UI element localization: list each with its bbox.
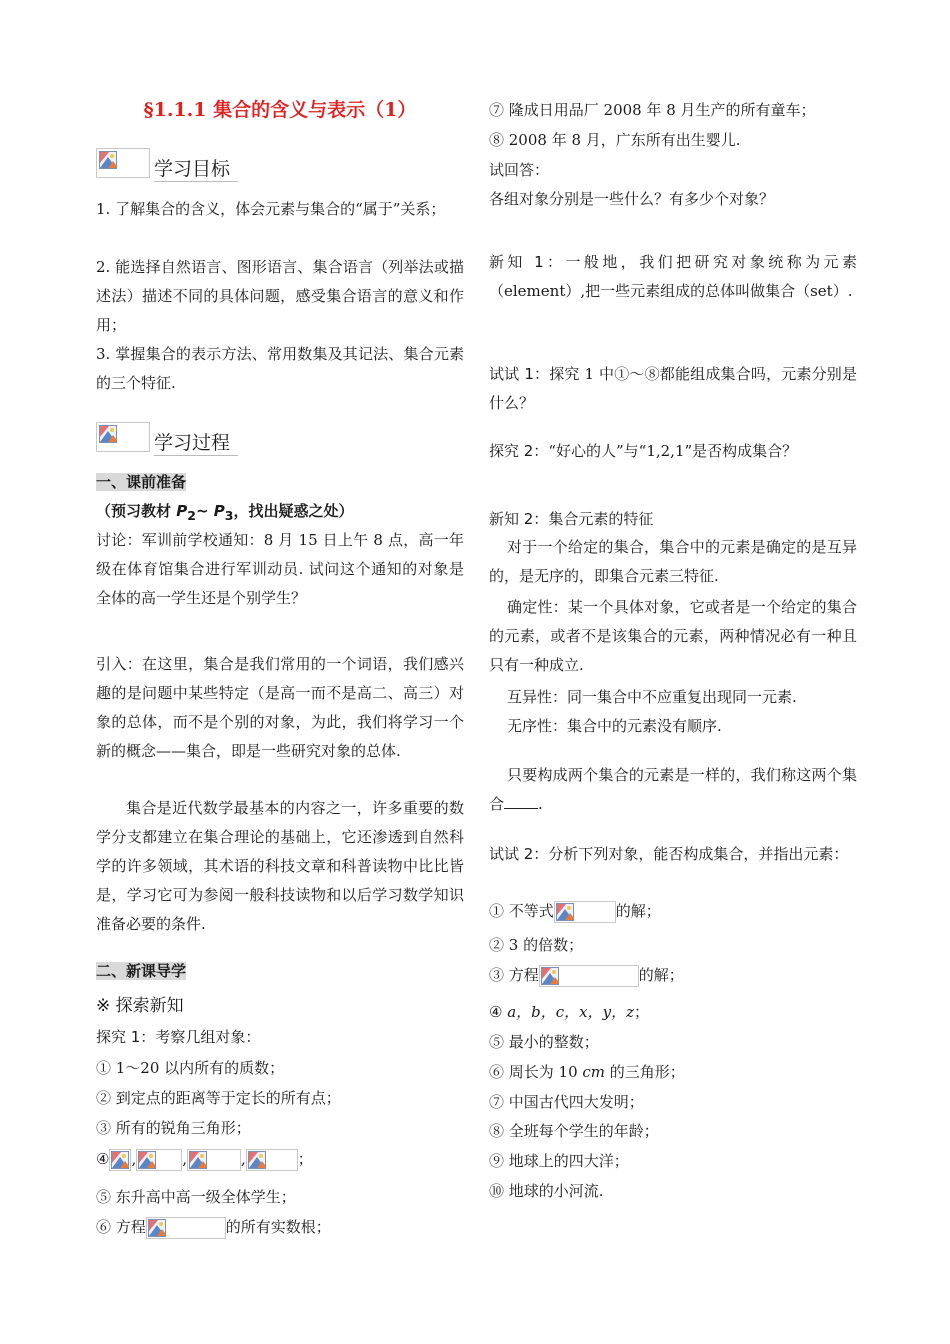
goal-item-3: 3. 掌握集合的表示方法、常用数集及其记法、集合元素的三个特征.	[96, 345, 464, 392]
math-image-2	[136, 1149, 182, 1171]
explore-item-5: ⑤ 东升高中高一级全体学生；	[96, 1188, 296, 1206]
feature-unordered: 无序性：集合中的元素没有顺序.	[507, 717, 722, 735]
image-placeholder-icon	[99, 151, 117, 169]
try2-item-10: ⑩ 地球的小河流.	[489, 1182, 604, 1200]
try2-item-1: ① 不等式 的解；	[489, 900, 661, 923]
feature-distinct: 互异性：同一集合中不应重复出现同一元素.	[507, 688, 797, 706]
broken-image-icon	[541, 967, 559, 985]
inequality-image	[554, 901, 616, 923]
try2-item-8: ⑧ 全班每个学生的年龄；	[489, 1122, 659, 1140]
goal-item-2: 2. 能选择自然语言、图形语言、集合语言（列举法或描述法）描述不同的具体问题，感受集合语言的意义和作用；	[96, 258, 464, 334]
intro-paragraph-2: 集合是近代数学最基本的内容之一，许多重要的数学分支都建立在集合理论的基础上，它还渗透到自然科学的许多领域，其术语的科技文章和科普读物中比比皆是，学习它可为参阅一般科技读物和以后学习数学知识准备必要的条件.	[96, 799, 464, 933]
try-1: 试试 1：探究 1 中①～⑧都能组成集合吗，元素分别是什么？	[489, 365, 857, 412]
equal-sets-text: 只要构成两个集合的元素是一样的，我们称这两个集合 .	[489, 766, 857, 813]
feature-intro: 对于一个给定的集合，集合中的元素是确定的是互异的，是无序的，即集合元素三特征.	[489, 538, 857, 585]
broken-image-icon	[248, 1151, 266, 1169]
try-2: 试试 2：分析下列对象，能否构成集合，并指出元素：	[489, 845, 849, 863]
section-goals-title: 学习目标	[154, 154, 238, 182]
feature-certainty: 确定性：某一个具体对象，它或者是一个给定的集合的元素，或者不是该集合的元素，两种情况必有一种且只有一种成立.	[489, 598, 857, 674]
page-title: §1.1.1 集合的含义与表示（1）	[143, 99, 417, 121]
broken-image-icon	[96, 148, 150, 178]
try2-item-5: ⑤ 最小的整数；	[489, 1033, 599, 1051]
explore-item-6: ⑥ 方程 的所有实数根；	[96, 1216, 331, 1239]
explore-item-7: ⑦ 隆成日用品厂 2008 年 8 月生产的所有童车；	[489, 101, 816, 119]
try2-item-7: ⑦ 中国古代四大发明；	[489, 1093, 644, 1111]
part1-heading: 一、课前准备	[96, 473, 187, 491]
try2-item-6: ⑥ 周长为 10 cm 的三角形；	[489, 1063, 685, 1081]
part2-heading: 二、新课导学	[96, 962, 187, 980]
new-knowledge-1: 新知 1：一般地，我们把研究对象统称为元素（element）,把一些元素组成的总体叫做集合（set）.	[489, 253, 857, 300]
math-image-3	[187, 1149, 241, 1171]
explore-heading: ※ 探索新知	[96, 996, 184, 1016]
broken-image-icon	[111, 1151, 129, 1169]
broken-image-icon	[148, 1219, 166, 1237]
equation-image	[146, 1217, 226, 1239]
explore-item-2: ② 到定点的距离等于定长的所有点；	[96, 1089, 341, 1107]
broken-image-icon	[556, 903, 574, 921]
intro-paragraph: 引入：在这里，集合是我们常用的一个词语，我们感兴趣的是问题中某些特定（是高一而不是高二、高三）对象的总体，而不是个别的对象，为此，我们将学习一个新的概念——集合，即是一些研究对象的总体.	[96, 655, 464, 760]
equation-image-2	[539, 965, 639, 987]
broken-image-icon	[189, 1151, 207, 1169]
new-knowledge-2: 新知 2：集合元素的特征	[489, 510, 654, 528]
explore-2: 探究 2：“好心的人”与“1,2,1”是否构成集合？	[489, 442, 798, 460]
math-image-4	[246, 1149, 298, 1171]
try-answer-label: 试回答：	[489, 161, 550, 179]
math-image-1	[109, 1149, 131, 1171]
explore-item-1: ① 1～20 以内所有的质数；	[96, 1059, 285, 1077]
broken-image-icon	[138, 1151, 156, 1169]
question-line: 各组对象分别是一些什么？有多少个对象？	[489, 190, 775, 208]
explore1-line: 探究 1：考察几组对象：	[96, 1028, 261, 1046]
explore-item-3: ③ 所有的锐角三角形；	[96, 1119, 251, 1137]
broken-image-icon	[96, 422, 150, 452]
goal-item-1: 1. 了解集合的含义，体会元素与集合的“属于”关系；	[96, 200, 446, 218]
answer-blank[interactable]	[504, 794, 538, 809]
explore-item-4: ④ , , , ；	[96, 1148, 313, 1171]
preview-note: （预习教材 $P_2\sim$ $P_3$，找出疑惑之处）	[96, 502, 354, 523]
section-process-title: 学习过程	[154, 428, 238, 456]
try2-item-4: ④ a，b，c，x，y，z；	[489, 1003, 650, 1021]
image-placeholder-icon	[99, 425, 117, 443]
try2-item-2: ② 3 的倍数；	[489, 936, 584, 954]
try2-item-3: ③ 方程 的解；	[489, 964, 684, 987]
try2-item-9: ⑨ 地球上的四大洋；	[489, 1152, 629, 1170]
discussion-paragraph: 讨论：军训前学校通知：8 月 15 日上午 8 点，高一年级在体育馆集合进行军训动员. 试问这个通知的对象是全体的高一学生还是个别学生？	[96, 531, 464, 607]
explore-item-8: ⑧ 2008 年 8 月，广东所有出生婴儿.	[489, 131, 741, 149]
